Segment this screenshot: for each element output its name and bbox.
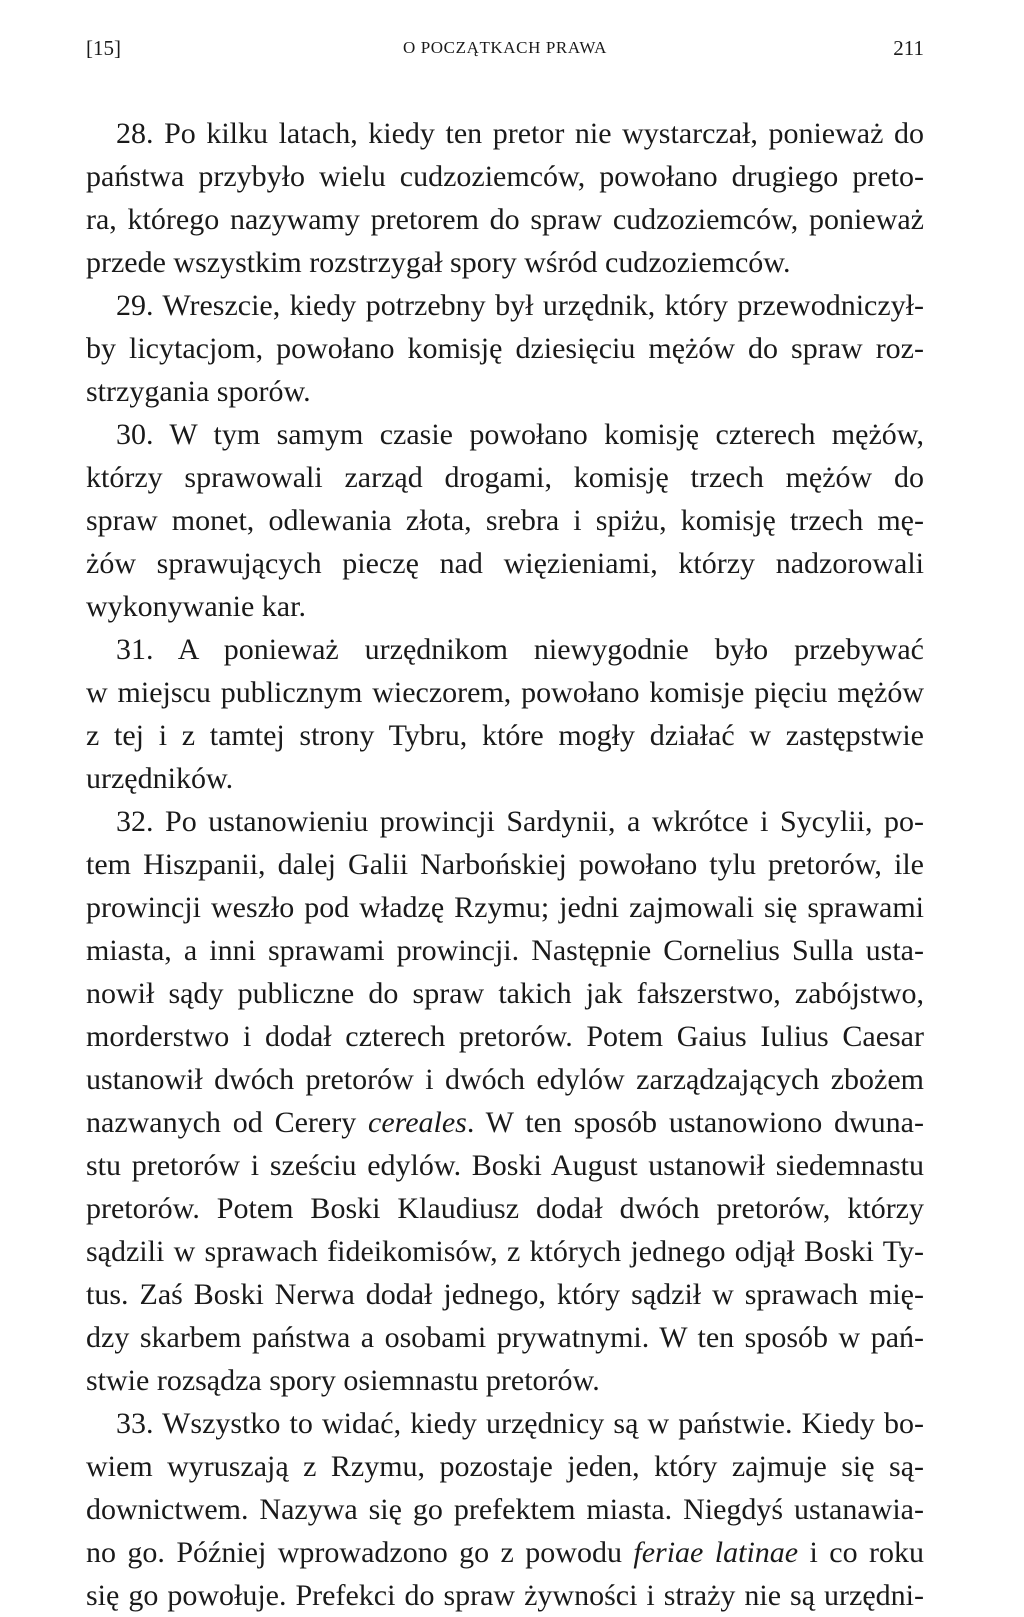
text-line: ustanowił dwóch pretorów i dwóch edylów zarządzających zbożem bbox=[86, 1063, 924, 1096]
text-line: przede wszystkim rozstrzygał spory wśród cudzoziemców. bbox=[86, 246, 791, 279]
text-line: dzy skarbem państwa a osobami prywatnymi. W ten sposób w pań- bbox=[86, 1321, 924, 1354]
text-line: żów sprawujących pieczę nad więzieniami, którzy nadzorowali bbox=[86, 547, 924, 580]
text-line: by licytacjom, powołano komisję dziesięciu mężów do spraw roz- bbox=[86, 332, 924, 365]
body-text bbox=[86, 112, 924, 1617]
text-line: 32. Po ustanowieniu prowincji Sardynii, a wkrótce i Sycylii, po- bbox=[116, 805, 924, 838]
text-line: 31. A ponieważ urzędnikom niewygodnie było przebywać bbox=[116, 633, 924, 666]
text-line: downictwem. Nazywa się go prefektem miasta. Niegdyś ustanawia- bbox=[86, 1493, 924, 1526]
text-line: spraw monet, odlewania złota, srebra i spiżu, komisję trzech mę- bbox=[86, 504, 924, 537]
text-line: wykonywanie kar. bbox=[86, 590, 306, 623]
section-number: [15] bbox=[86, 36, 121, 60]
text-line: strzygania sporów. bbox=[86, 375, 311, 408]
text-line: 28. Po kilku latach, kiedy ten pretor nie wystarczał, ponieważ do bbox=[116, 117, 924, 150]
text-line: no go. Później wprowadzono go z powodu feriae latinae i co roku bbox=[86, 1536, 924, 1569]
text-line: nazwanych od Cerery cereales. W ten sposób ustanowiono dwuna- bbox=[86, 1106, 924, 1139]
text-line: 30. W tym samym czasie powołano komisję czterech mężów, bbox=[116, 418, 924, 451]
text-line: stu pretorów i sześciu edylów. Boski August ustanowił siedemnastu bbox=[86, 1149, 924, 1182]
page-header bbox=[86, 36, 924, 68]
text-line: morderstwo i dodał czterech pretorów. Potem Gaius Iulius Caesar bbox=[86, 1020, 924, 1053]
text-line: prowincji weszło pod władzę Rzymu; jedni zajmowali się sprawami bbox=[86, 891, 924, 924]
text-line: urzędników. bbox=[86, 762, 234, 795]
text-line: stwie rozsądza spory osiemnastu pretorów. bbox=[86, 1364, 600, 1397]
text-line: którzy sprawowali zarząd drogami, komisję trzech mężów do bbox=[86, 461, 924, 494]
text-line: pretorów. Potem Boski Klaudiusz dodał dwóch pretorów, którzy bbox=[86, 1192, 924, 1225]
text-line: 29. Wreszcie, kiedy potrzebny był urzędnik, który przewodniczył- bbox=[116, 289, 924, 322]
text-line: tem Hiszpanii, dalej Galii Narbońskiej powołano tylu pretorów, ile bbox=[86, 848, 924, 881]
text-line: 33. Wszystko to widać, kiedy urzędnicy są w państwie. Kiedy bo- bbox=[116, 1407, 924, 1440]
text-line: państwa przybyło wielu cudzoziemców, powołano drugiego preto- bbox=[86, 160, 924, 193]
text-line: tus. Zaś Boski Nerwa dodał jednego, który sądził w sprawach mię- bbox=[86, 1278, 924, 1311]
text-line: z tej i z tamtej strony Tybru, które mogły działać w zastępstwie bbox=[86, 719, 924, 752]
running-title: O POCZĄTKACH PRAWA bbox=[402, 38, 607, 57]
text-line: nowił sądy publiczne do spraw takich jak fałszerstwo, zabójstwo, bbox=[86, 977, 924, 1010]
text-line: miasta, a inni sprawami prowincji. Następnie Cornelius Sulla usta- bbox=[86, 934, 924, 967]
text-line: sądzili w sprawach fideikomisów, z których jednego odjął Boski Ty- bbox=[86, 1235, 924, 1268]
text-line: ra, którego nazywamy pretorem do spraw cudzoziemców, ponieważ bbox=[86, 203, 924, 236]
text-line: się go powołuje. Prefekci do spraw żywności i straży nie są urzędni- bbox=[86, 1579, 924, 1612]
page-number: 211 bbox=[893, 36, 924, 60]
text-line: wiem wyruszają z Rzymu, pozostaje jeden, który zajmuje się są- bbox=[86, 1450, 924, 1483]
text-line: w miejscu publicznym wieczorem, powołano komisje pięciu mężów bbox=[86, 676, 924, 709]
